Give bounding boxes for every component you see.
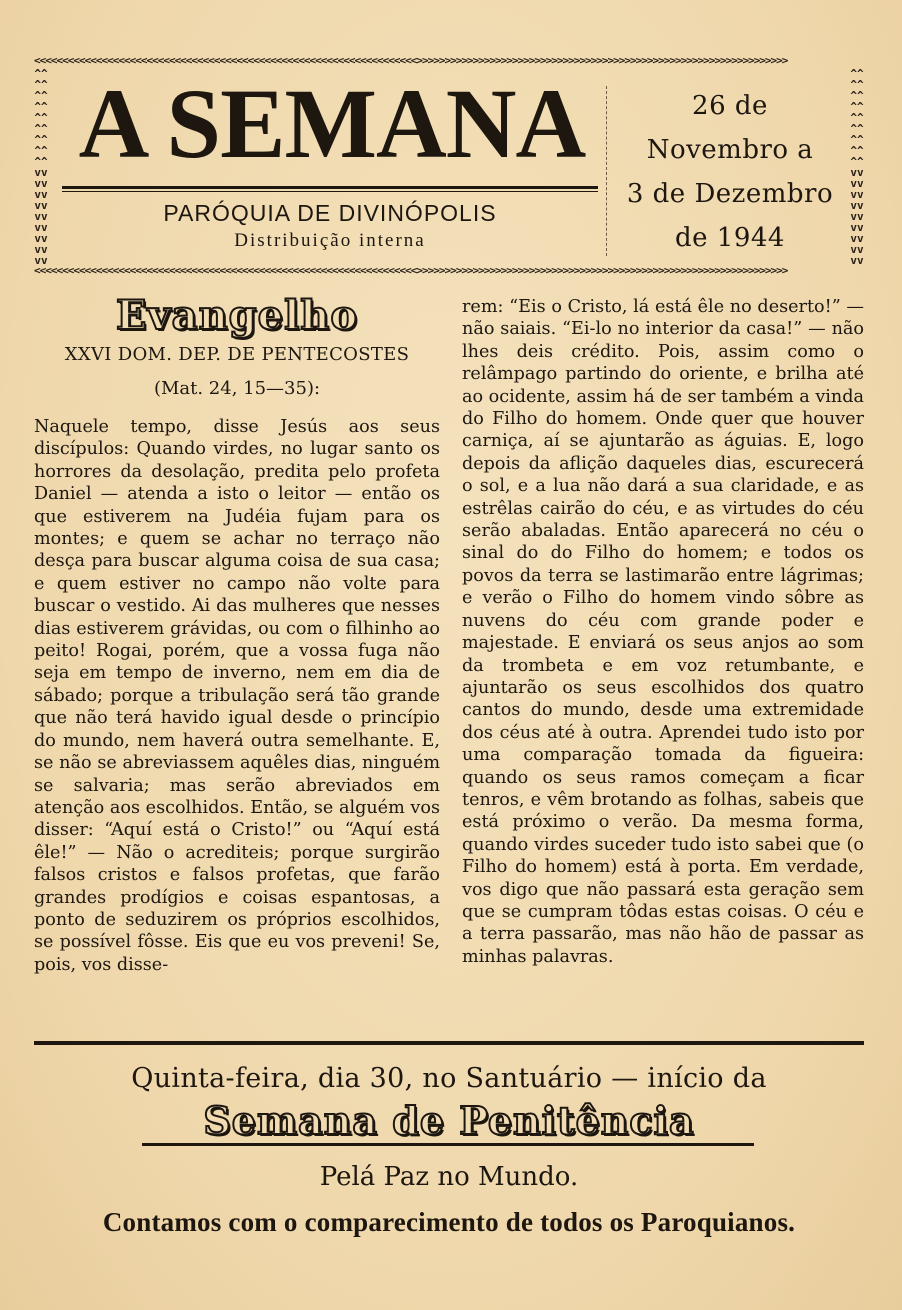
liturgical-sunday: XXVI DOM. DEP. DE PENTECOSTES: [64, 344, 410, 365]
issue-date: [610, 84, 850, 260]
gospel-heading: Evangelho: [115, 292, 359, 339]
ornamental-border-bottom: <<<<<<<<<<<<<<<<<<<<<<<<<<<<<<<<<<<<<<<<<<<<<<<<<<<<<<<<<<<<<<<<<<<<>>>>>>>>>>>>>>>>>>>>>>>>>>>>>>>>>>>>>>>>>>>>>>>>>>>>>>>>>>>>>>>>>>: [34, 264, 788, 277]
announcement-invitation: Contamos com o comparecimento de todos os Paroquianos.: [102, 1207, 796, 1237]
headline-underline: [142, 1143, 754, 1146]
scripture-reference: (Mat. 24, 15—35):: [153, 378, 321, 399]
ornamental-border-top: <<<<<<<<<<<<<<<<<<<<<<<<<<<<<<<<<<<<<<<<<<<<<<<<<<<<<<<<<<<<<<<<<<<<>>>>>>>>>>>>>>>>>>>>>>>>>>>>>>>>>>>>>>>>>>>>>>>>>>>>>>>>>>>>>>>>>>: [34, 54, 788, 67]
ornamental-border-right: ^^^^^^^^^^^^^^^^^^vvvvvvvvvvvvvvvvvv: [850, 68, 864, 264]
gospel-text-right: rem: “Eis o Cristo, lá está êle no deserto!” — não saiais. “Ei-lo no interior da casa!” — não lhes deis crédito. Pois, assim como o relâmpago partindo do oriente, e brilha até ao ocidente, assim há de ser também a vinda do Filho do homem. Onde quer que houver carniça, aí se ajuntarão as águias. E, logo depois da aflição daqueles dias, escurecerá o sol, e a lua não dará a sua claridade, e as estrêlas cairão do céu, e as virtudes do céu serão abaladas. Então aparecerá no céu o sinal do do Filho do homem; e todos os povos da terra se lastimarão entre lágrimas; e verão o Filho do homem vindo sôbre as nuvens do céu com grande poder e majestade. E enviará os seus anjos ao som da trombeta e em voz retumbante, e ajuntarão os seus escolhidos dos quatro cantos do mundo, desde uma extremidade dos céus até à outra. Aprendei tudo isto por uma comparação tomada da figueira: quando os seus ramos começam a ficar tenros, e vêm brotando as folhas, sabeis que está próximo o verão. Da mesma forma, quando virdes suceder tudo isto sabei que (o Filho do homem) está à porta. Em verdade, vos digo que não passará esta geração sem que se cumpram tôdas estas coisas. O céu e a terra passarão, mas não hão de passar as minhas palavras.: [462, 297, 864, 967]
section-divider: [34, 1041, 864, 1045]
distribution-note: Distribuição interna: [234, 230, 426, 251]
date-line: 26 de: [692, 91, 768, 121]
gospel-text-left: Naquele tempo, disse Jesús aos seus discípulos: Quando virdes, no lugar santo os horrores da desolação, predita pelo profeta Daniel — atenda a isto o leitor — então os que estiverem na Judéia fujam para os montes; e quem se achar no terraço não desça para buscar alguma coisa de sua casa; e quem estiver no campo não volte para buscar o vestido. Ai das mulheres que nesses dias estiverem grávidas, ou com o filhinho ao peito! Rogai, porém, que a vossa fuga não seja em tempo de inverno, nem em dia de sábado; porque a tribulação será tão grande que não terá havido igual desde o princípio do mundo, nem haverá outra semelhante. E, se não se abreviassem aquêles dias, ninguém se salvaria; mas serão abreviados em atenção aos escolhidos. Então, se alguém vos disser: “Aquí está o Cristo!” ou “Aquí está êle!” — Não o acrediteis; porque surgirão falsos cristos e falsos profetas, que farão grandes prodígios e coisas espantosas, a ponto de seduzirem os próprios escolhidos, se possível fôsse. Eis que eu vos preveni! Se, pois, vos disse-: [34, 417, 440, 975]
announcement-headline: Semana de Penitência: [203, 1098, 695, 1143]
masthead-separator: [606, 86, 607, 256]
ornamental-border-left: ^^^^^^^^^^^^^^^^^^vvvvvvvvvvvvvvvvvv: [34, 68, 48, 264]
gospel-column-right: [462, 296, 864, 968]
date-line: de 1944: [675, 223, 785, 253]
masthead-rule-thin: [62, 191, 598, 192]
parish-name: PARÓQUIA DE DIVINÓPOLIS: [163, 200, 497, 226]
masthead-rule: [62, 186, 598, 189]
gospel-column-left: [34, 292, 440, 976]
date-line: 3 de Dezembro: [626, 179, 834, 209]
announcement-purpose: Pelá Paz no Mundo.: [319, 1162, 579, 1192]
newsletter-title: A SEMANA: [78, 68, 586, 179]
date-line: Novembro a: [646, 135, 814, 165]
announcement-date-line: Quinta-feira, dia 30, no Santuário — início da: [131, 1063, 767, 1094]
